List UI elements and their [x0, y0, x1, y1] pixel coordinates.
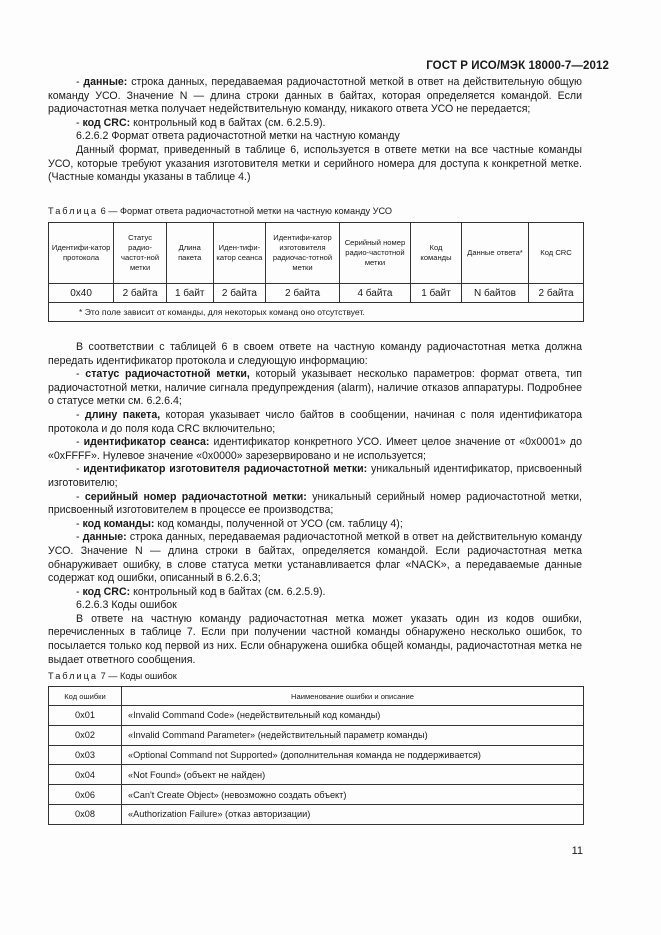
table-row: [49, 284, 584, 303]
error-code-cell: 0x03: [49, 745, 122, 765]
table-row: [49, 804, 584, 824]
column-header: Серийный номер радио-частотной метки: [339, 223, 410, 284]
table-cell: 1 байт: [166, 284, 213, 303]
error-code-cell: 0x02: [49, 725, 122, 745]
table-cell: 2 байта: [266, 284, 339, 303]
table-row: [49, 706, 584, 726]
table-cell: 2 байта: [529, 284, 584, 303]
table-cell: 0x40: [49, 284, 114, 303]
table-row: [49, 785, 584, 805]
section-2: [48, 341, 582, 667]
error-code-cell: 0x06: [49, 785, 122, 805]
column-header: Длина пакета: [166, 223, 213, 284]
list-item: - статус радиочастотной метки, который указывает несколько параметров: формат ответа, тип радиочастотной метки, наличие сигнала предупреждения (alarm), наличие отказов аппаратуры. Подробнее о статусе метки см. 6.2.6.4;: [48, 368, 582, 408]
table-cell: 2 байта: [213, 284, 266, 303]
error-description-cell: «Not Found» (объект не найден): [122, 765, 584, 785]
column-header: Статус радио-частот-ной метки: [114, 223, 167, 284]
column-header: Код ошибки: [49, 687, 122, 706]
table-row: [49, 745, 584, 765]
column-header: Код команды: [411, 223, 462, 284]
table-7-caption: Таблица 7 — Коды ошибок: [48, 671, 177, 681]
column-header: Данные ответа*: [461, 223, 528, 284]
list-item: - код CRC: контрольный код в байтах (см. 6.2.5.9).: [76, 585, 326, 598]
table-7: [48, 686, 584, 825]
table-note-row: [49, 303, 584, 322]
table-row: [49, 765, 584, 785]
table-header-row: [49, 223, 584, 284]
list-item: - данные: строка данных, передаваемая радиочастотной меткой в ответ на действительную команду УСО. Значение N — длина строки в байтах, определяется командой. Если радиочастотная метка обнаруживает ошибку, в слове статуса метки устанавливается флаг «NACK», а передаваемые данные содержат код ошибки, описанный в 6.2.6.3;: [48, 531, 582, 585]
error-description-cell: «Authorization Failure» (отказ авторизации): [122, 804, 584, 824]
list-item: - серийный номер радиочастотной метки: уникальный серийный номер радиочастотной метки, присвоенный изготовителем в процессе ее производства;: [48, 490, 582, 517]
table-cell: N байтов: [461, 284, 528, 303]
table-note: * Это поле зависит от команды, для некоторых команд оно отсутствует.: [49, 303, 584, 322]
error-code-cell: 0x04: [49, 765, 122, 785]
error-description-cell: «Invalid Command Code» (недействительный код команды): [122, 706, 584, 726]
section-1: [48, 76, 582, 185]
paragraph: В ответе на частную команду радиочастотная метка может указать один из кодов ошибки, перечисленных в таблице 7. Если при получении частной команды обнаружено несколько ошибок, то посылается только код первой из них. Если обнаружена ошибка общей команды, радиочастотная метка не выдает ответного сообщения.: [48, 612, 582, 666]
list-item: - код команды: код команды, полученной от УСО (см. таблицу 4);: [76, 517, 403, 530]
list-item: - длину пакета, которая указывает число байтов в сообщении, начиная с поля идентификатора протокола и до поля кода CRC включительно;: [48, 408, 582, 435]
paragraph: Данный формат, приведенный в таблице 6, используется в ответе метки на все частные команды УСО, которые требуют указания изготовителя метки и серийного номера для доступа к конкретной метке. (Частные команды указаны в таблице 4.): [48, 143, 582, 184]
subsection-heading: 6.2.6.2 Формат ответа радиочастотной метки на частную команду: [76, 130, 400, 143]
subsection-heading: 6.2.6.3 Коды ошибок: [76, 599, 177, 612]
error-code-cell: 0x08: [49, 804, 122, 824]
table-cell: 1 байт: [411, 284, 462, 303]
error-description-cell: «Optional Command not Supported» (дополнительная команда не поддерживается): [122, 745, 584, 765]
paragraph: В соответствии с таблицей 6 в своем ответе на частную команду радиочастотная метка должна передать идентификатор протокола и следующую информацию:: [48, 341, 582, 367]
table-6-caption: Таблица 6 — Формат ответа радиочастотной метки на частную команду УСО: [48, 206, 393, 216]
list-item: - идентификатор изготовителя радиочастотной метки: уникальный идентификатор, присвоенный изготовителю;: [48, 463, 582, 489]
table-cell: 4 байта: [339, 284, 410, 303]
table-row: [49, 725, 584, 745]
column-header: Иден-тифи-катор сеанса: [213, 223, 266, 284]
page-number: 11: [571, 845, 583, 857]
column-header: Наименование ошибки и описание: [122, 687, 584, 706]
error-description-cell: «Invalid Command Parameter» (недействительный параметр команды): [122, 725, 584, 745]
list-item: - идентификатор сеанса: идентификатор конкретного УСО. Имеет целое значение от «0x0001» до «0xFFFF». Нулевое значение «0x0000» зарезервировано и не используется;: [48, 436, 582, 462]
table-header-row: [49, 687, 584, 706]
paragraph: - данные: строка данных, передаваемая радиочастотной меткой в ответ на действительную общую команду УСО. Значение N — длина строки данных в байтах, которая определяется командой. Если радиочастотная метка получает недействительную команду, никакого ответа УСО не передается;: [48, 76, 582, 116]
page-header: ГОСТ Р ИСО/МЭК 18000-7—2012: [426, 60, 609, 72]
column-header: Идентифи-катор изготовителя радиочас-тотной метки: [266, 223, 339, 284]
paragraph: - код CRC: контрольный код в байтах (см. 6.2.5.9).: [76, 116, 326, 129]
column-header: Идентифи-катор протокола: [49, 223, 114, 284]
table-cell: 2 байта: [114, 284, 167, 303]
error-code-cell: 0x01: [49, 706, 122, 726]
column-header: Код CRC: [529, 223, 584, 284]
table-6: [48, 222, 584, 322]
error-description-cell: «Can't Create Object» (невозможно создать объект): [122, 785, 584, 805]
